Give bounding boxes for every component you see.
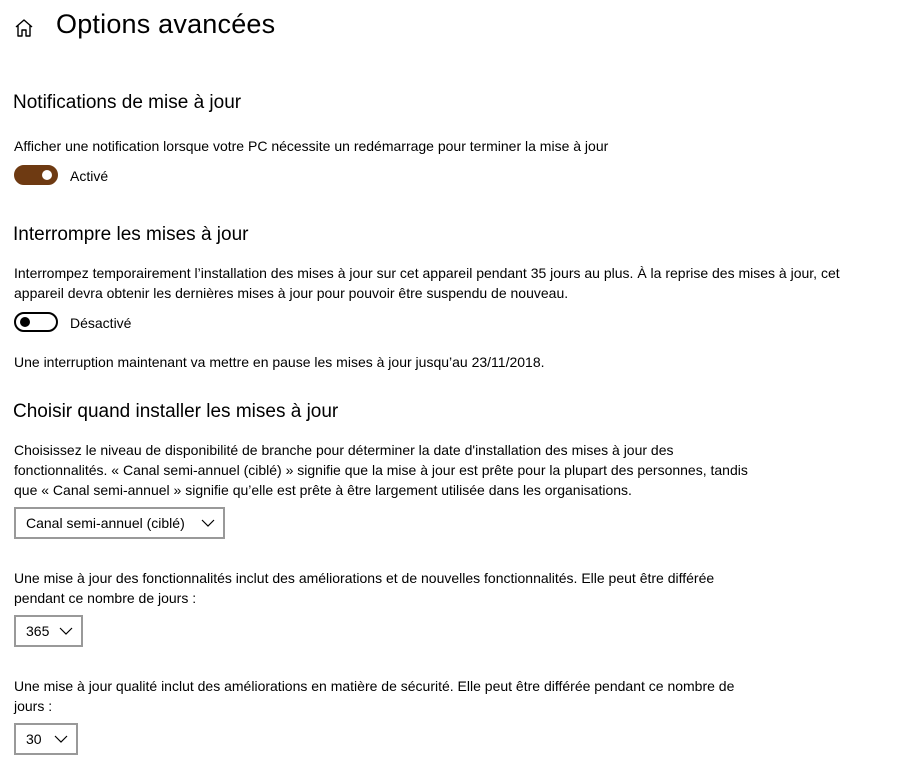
page-title: Options avancées	[56, 9, 276, 39]
branch-select[interactable]	[14, 507, 225, 539]
schedule-description-line3: que « Canal semi-annuel » signifie qu’elle est prête à être largement utilisée dans les organisations.	[14, 482, 632, 498]
feature-days-select[interactable]	[14, 615, 83, 647]
chevron-down-icon	[201, 518, 215, 528]
feature-days-value: 365	[26, 623, 50, 639]
notification-toggle-label: Activé	[70, 168, 109, 184]
pause-toggle[interactable]	[14, 312, 58, 332]
schedule-description-line1: Choisissez le niveau de disponibilité de branche pour déterminer la date d'installation des mises à jour des	[14, 442, 674, 458]
chevron-down-icon	[59, 626, 73, 636]
pause-toggle-label: Désactivé	[70, 315, 132, 331]
feature-description-line2: pendant ce nombre de jours :	[14, 590, 197, 606]
quality-days-select[interactable]	[14, 723, 78, 755]
home-icon[interactable]	[12, 16, 36, 40]
quality-description-line1: Une mise à jour qualité inclut des améliorations en matière de sécurité. Elle peut être différée pendant ce nombre de	[14, 678, 735, 694]
branch-select-value: Canal semi-annuel (ciblé)	[26, 515, 185, 531]
chevron-down-icon	[54, 734, 68, 744]
pause-description-line2: appareil devra obtenir les dernières mises à jour pour pouvoir être suspendu de nouveau.	[14, 285, 569, 301]
quality-description-line2: jours :	[14, 698, 53, 714]
notification-toggle[interactable]	[14, 165, 58, 185]
pause-description-line1: Interrompez temporairement l’installation des mises à jour sur cet appareil pendant 35 jours au plus. À la reprise des mises à jour, cet	[14, 265, 840, 281]
notifications-section-title: Notifications de mise à jour	[13, 92, 242, 113]
pause-section-title: Interrompre les mises à jour	[13, 224, 249, 245]
schedule-description-line2: fonctionnalités. « Canal semi-annuel (ciblé) » signifie que la mise à jour est prête pour la plupart des personnes, tandis	[14, 462, 748, 478]
notifications-description: Afficher une notification lorsque votre PC nécessite un redémarrage pour terminer la mise à jour	[14, 138, 609, 154]
toggle-knob	[20, 317, 30, 327]
toggle-knob	[42, 170, 52, 180]
pause-note: Une interruption maintenant va mettre en pause les mises à jour jusqu’au 23/11/2018.	[14, 354, 545, 370]
feature-description-line1: Une mise à jour des fonctionnalités inclut des améliorations et de nouvelles fonctionnalités. Elle peut être différée	[14, 570, 715, 586]
schedule-section-title: Choisir quand installer les mises à jour	[13, 401, 339, 422]
quality-days-value: 30	[26, 731, 42, 747]
